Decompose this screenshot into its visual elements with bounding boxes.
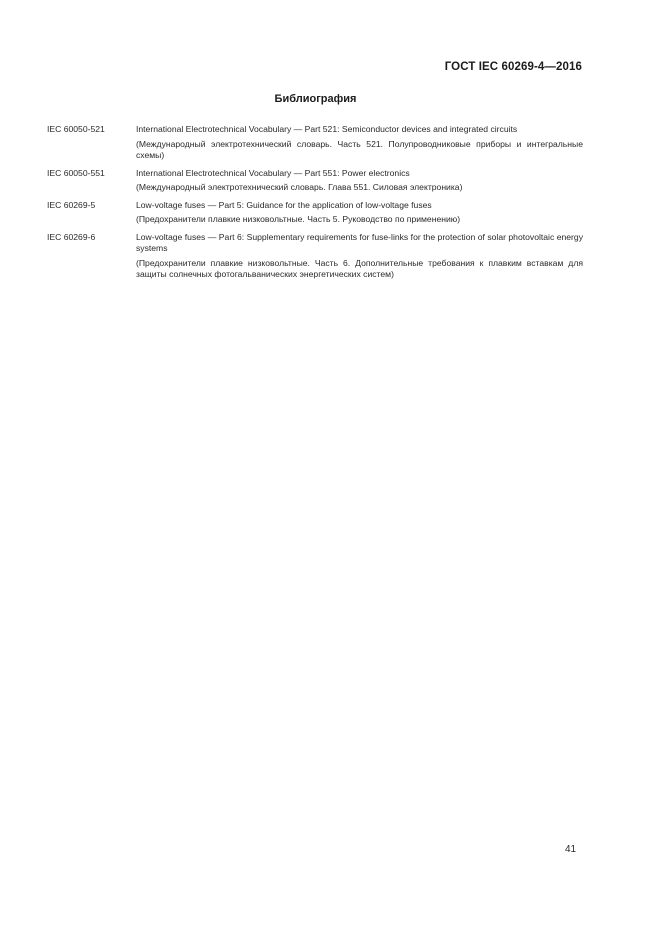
entry-title-ru: (Международный электротехнический словарь. Глава 551. Силовая электроника) bbox=[136, 182, 463, 192]
entry-title-ru: (Предохранители плавкие низковольтные. Часть 6. Дополнительные требования к плавким вставкам для защиты солнечных фотогальванических энергетических систем) bbox=[136, 257, 583, 279]
entry-body bbox=[136, 200, 583, 226]
bibliography-entry bbox=[47, 168, 583, 194]
bibliography-entry bbox=[47, 232, 583, 281]
entry-title-en: International Electrotechnical Vocabulary — Part 521: Semiconductor devices and integrated circuits bbox=[136, 124, 518, 134]
bibliography-entry bbox=[47, 124, 583, 162]
bibliography-list bbox=[47, 124, 583, 287]
entry-body bbox=[136, 124, 583, 162]
entry-title-ru: (Международный электротехнический словарь. Часть 521. Полупроводниковые приборы и интегральные схемы) bbox=[136, 138, 583, 160]
page-number: 41 bbox=[565, 844, 577, 855]
bibliography-entry bbox=[47, 200, 583, 226]
entry-code: IEC 60050-551 bbox=[47, 167, 105, 178]
entry-code: IEC 60050-521 bbox=[47, 124, 105, 134]
entry-body bbox=[136, 232, 583, 281]
entry-title-en: International Electrotechnical Vocabulary — Part 551: Power electronics bbox=[136, 167, 410, 178]
entry-title-ru: (Предохранители плавкие низковольтные. Часть 5. Руководство по применению) bbox=[136, 214, 461, 224]
entry-title-en: Low-voltage fuses — Part 6: Supplementary requirements for fuse-links for the protection of solar photovoltaic energy systems bbox=[136, 231, 583, 253]
section-title: Библиография bbox=[274, 93, 357, 105]
entry-title-en: Low-voltage fuses — Part 5: Guidance for the application of low-voltage fuses bbox=[136, 199, 432, 210]
entry-body bbox=[136, 168, 583, 194]
entry-code: IEC 60269-5 bbox=[47, 199, 96, 210]
entry-code: IEC 60269-6 bbox=[47, 231, 96, 242]
standard-code-header: ГОСТ IEC 60269-4—2016 bbox=[444, 61, 582, 73]
